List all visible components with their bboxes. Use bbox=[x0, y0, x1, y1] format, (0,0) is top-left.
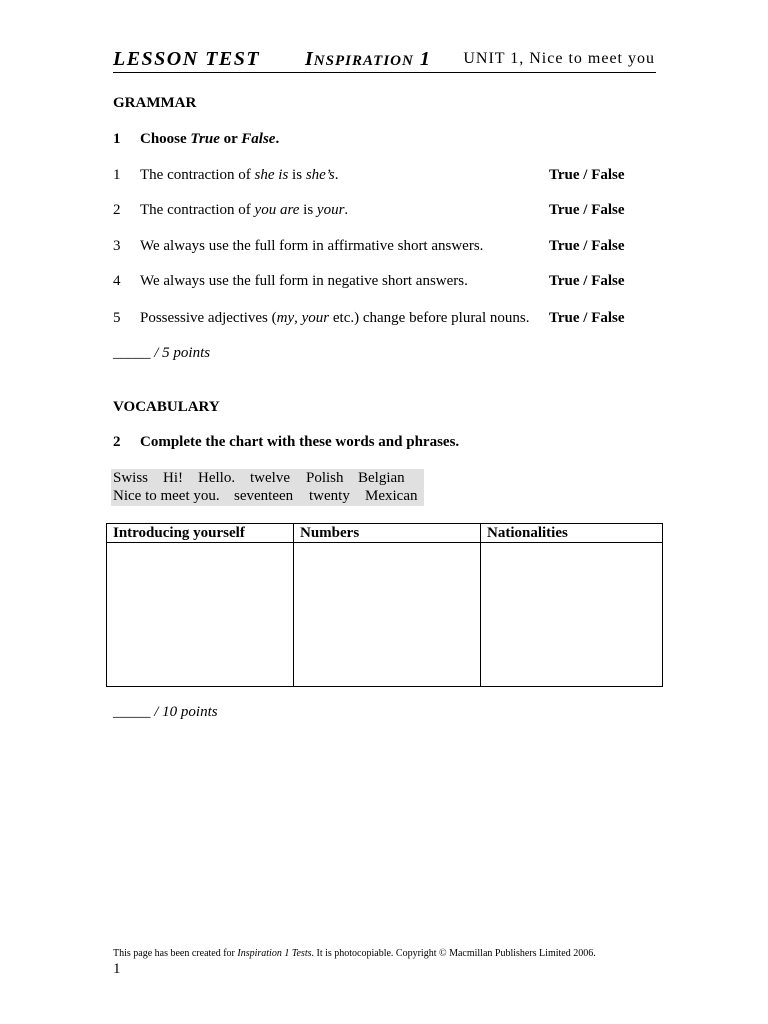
item-text bbox=[140, 202, 348, 219]
text-part: , bbox=[294, 310, 302, 326]
item-text: We always use the full form in affirmative short answers. bbox=[140, 238, 484, 254]
instr-text: Complete the chart with these words and phrases. bbox=[140, 434, 460, 450]
chart-header-row bbox=[107, 524, 663, 543]
item-text bbox=[140, 310, 529, 327]
book-title-number: 1 bbox=[419, 48, 431, 70]
text-italic: she is bbox=[254, 167, 289, 183]
text-part: The contraction of bbox=[140, 167, 255, 183]
word: seventeen bbox=[234, 488, 294, 504]
lesson-test-title: LESSON TEST bbox=[113, 48, 261, 70]
answer-cell[interactable] bbox=[481, 543, 663, 687]
column-header: Introducing yourself bbox=[107, 524, 294, 543]
book-title-initial: I bbox=[305, 48, 314, 70]
word: Nice to meet you. bbox=[113, 488, 220, 504]
word: Belgian bbox=[358, 470, 405, 486]
word: Hello. bbox=[198, 470, 236, 486]
chart-answer-row bbox=[107, 543, 663, 687]
text-italic: she’s bbox=[305, 167, 335, 183]
exercise-number: 1 bbox=[113, 131, 121, 147]
word: twenty bbox=[309, 488, 350, 504]
item-number: 1 bbox=[113, 167, 121, 183]
column-header: Nationalities bbox=[481, 524, 663, 543]
item-number: 3 bbox=[113, 238, 121, 254]
instr-false: False bbox=[241, 131, 276, 147]
true-false-choice[interactable]: True / False bbox=[549, 202, 625, 218]
book-title-rest: NSPIRATION bbox=[313, 53, 414, 69]
grammar-instruction bbox=[113, 131, 279, 148]
page-number: 1 bbox=[113, 961, 121, 977]
item-text: We always use the full form in negative short answers. bbox=[140, 273, 468, 289]
text-part: is bbox=[299, 202, 317, 218]
vocabulary-heading: VOCABULARY bbox=[113, 399, 220, 415]
text-part: . bbox=[334, 167, 339, 183]
true-false-choice[interactable]: True / False bbox=[549, 238, 625, 254]
answer-cell[interactable] bbox=[294, 543, 481, 687]
footer-book-title: Inspiration 1 Tests bbox=[237, 948, 312, 959]
text-italic: your bbox=[301, 310, 330, 326]
instr-part: or bbox=[219, 131, 242, 147]
word: twelve bbox=[250, 470, 290, 486]
word: Hi! bbox=[163, 470, 183, 486]
instr-true: True bbox=[190, 131, 220, 147]
text-part: etc.) change before plural nouns. bbox=[329, 310, 530, 326]
grammar-points[interactable]: _____ / 5 points bbox=[113, 345, 211, 361]
vocabulary-chart bbox=[106, 523, 663, 687]
instr-part: Choose bbox=[140, 131, 191, 147]
item-text bbox=[140, 167, 338, 184]
true-false-choice[interactable]: True / False bbox=[549, 310, 625, 326]
text-italic: you are bbox=[254, 202, 300, 218]
item-number: 4 bbox=[113, 273, 121, 289]
text-part: . bbox=[344, 202, 349, 218]
word: Swiss bbox=[113, 470, 149, 486]
word-box bbox=[111, 469, 424, 506]
text-italic: my bbox=[276, 310, 295, 326]
text-italic: your bbox=[316, 202, 345, 218]
vocabulary-points[interactable]: _____ / 10 points bbox=[113, 704, 218, 720]
exercise-number: 2 bbox=[113, 434, 121, 450]
word: Mexican bbox=[365, 488, 418, 504]
word: Polish bbox=[306, 470, 344, 486]
unit-title: UNIT 1, Nice to meet you bbox=[463, 50, 655, 67]
instr-part: . bbox=[275, 131, 280, 147]
page-header bbox=[113, 46, 656, 73]
text-part: The contraction of bbox=[140, 202, 255, 218]
footer-text: This page has been created for bbox=[113, 948, 238, 959]
item-number: 5 bbox=[113, 310, 121, 326]
text-part: Possessive adjectives ( bbox=[140, 310, 277, 326]
column-header: Numbers bbox=[294, 524, 481, 543]
vocabulary-instruction bbox=[113, 434, 459, 451]
true-false-choice[interactable]: True / False bbox=[549, 273, 625, 289]
copyright-footer bbox=[113, 948, 596, 959]
footer-text: . It is photocopiable. Copyright © Macmillan Publishers Limited 2006. bbox=[311, 948, 596, 959]
answer-cell[interactable] bbox=[107, 543, 294, 687]
true-false-choice[interactable]: True / False bbox=[549, 167, 625, 183]
book-title bbox=[305, 48, 431, 71]
item-number: 2 bbox=[113, 202, 121, 218]
text-part: is bbox=[288, 167, 306, 183]
grammar-heading: GRAMMAR bbox=[113, 95, 197, 111]
